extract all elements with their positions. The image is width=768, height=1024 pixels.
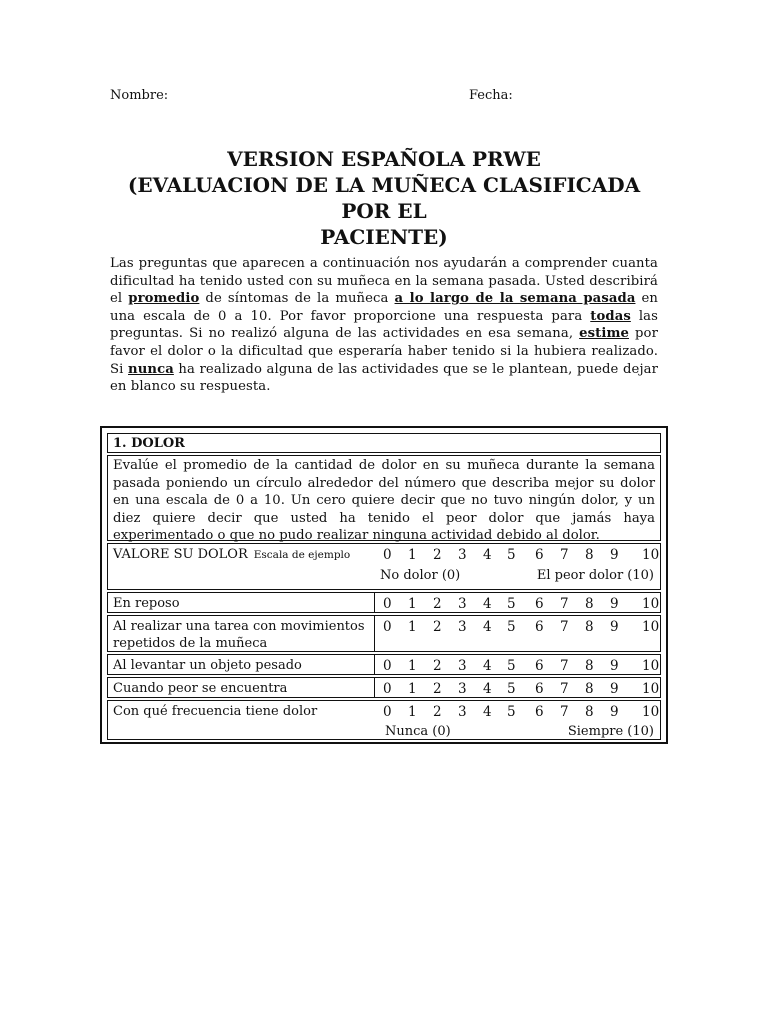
section-heading: 1. DOLOR <box>107 433 661 453</box>
rating-scale[interactable] <box>380 658 662 676</box>
scale-number[interactable]: 8 <box>585 619 594 635</box>
title-line-1: VERSION ESPAÑOLA PRWE <box>227 147 541 171</box>
intro-text-6: ha realizado alguna de las actividades que se le plantean, puede dejar en blanco su respuesta. <box>110 361 659 395</box>
scale-number[interactable]: 3 <box>458 619 467 635</box>
intro-text-2: de síntomas de la muñeca <box>199 291 395 307</box>
scale-number[interactable]: 7 <box>560 658 569 674</box>
scale-number[interactable]: 6 <box>535 619 544 635</box>
frequency-low-anchor: Nunca (0) <box>385 724 451 739</box>
example-scale <box>380 547 662 565</box>
scale-number[interactable]: 6 <box>535 596 544 612</box>
fecha-label: Fecha: <box>469 88 513 103</box>
title-line-3: PACIENTE) <box>320 225 448 249</box>
row-divider <box>374 678 375 697</box>
intro-text-5: por favor el dolor o la dificultad que esperaría haber tenido si la hubiera realizado. Si <box>110 326 658 377</box>
scale-number[interactable]: 4 <box>483 619 492 635</box>
example-high-anchor: El peor dolor (10) <box>536 568 654 583</box>
scale-number[interactable]: 7 <box>560 619 569 635</box>
scale-number[interactable]: 5 <box>507 704 516 720</box>
nombre-label: Nombre: <box>110 88 169 103</box>
scale-number[interactable]: 8 <box>585 596 594 612</box>
scale-number[interactable]: 3 <box>458 658 467 674</box>
scale-number[interactable]: 4 <box>483 658 492 674</box>
scale-number[interactable]: 10 <box>642 658 660 674</box>
item-row-levantar-objeto <box>107 654 661 675</box>
item-label: Con qué frecuencia tiene dolor <box>113 704 318 719</box>
scale-number[interactable]: 6 <box>535 658 544 674</box>
row-divider <box>374 655 375 674</box>
rating-scale[interactable] <box>380 596 662 614</box>
scale-number[interactable]: 2 <box>433 658 442 674</box>
scale-number[interactable]: 10 <box>642 596 660 612</box>
scale-number: 6 <box>535 547 544 563</box>
item-row-tarea-repetida <box>107 615 661 652</box>
scale-number[interactable]: 2 <box>433 704 442 720</box>
scale-number[interactable]: 0 <box>383 681 392 697</box>
scale-number[interactable]: 1 <box>408 704 417 720</box>
rating-scale[interactable] <box>380 704 662 722</box>
scale-number[interactable]: 5 <box>507 596 516 612</box>
scale-number[interactable]: 1 <box>408 596 417 612</box>
item-label: Cuando peor se encuentra <box>113 681 288 696</box>
intro-emphasis-estime: estime <box>579 326 629 342</box>
scale-number[interactable]: 9 <box>610 619 619 635</box>
scale-number[interactable]: 0 <box>383 704 392 720</box>
scale-number[interactable]: 2 <box>433 619 442 635</box>
example-label <box>113 546 350 564</box>
item-row-frecuencia <box>107 700 661 740</box>
pain-form <box>100 426 668 744</box>
frequency-high-anchor: Siempre (10) <box>567 724 654 739</box>
scale-number[interactable]: 4 <box>483 596 492 612</box>
item-label: En reposo <box>113 596 180 611</box>
scale-number: 10 <box>642 547 660 563</box>
scale-number[interactable]: 4 <box>483 681 492 697</box>
example-sublabel: Escala de ejemplo <box>253 549 351 561</box>
scale-number: 9 <box>610 547 619 563</box>
example-label-text: VALORE SU DOLOR <box>113 547 248 562</box>
scale-number[interactable]: 8 <box>585 681 594 697</box>
scale-number[interactable]: 2 <box>433 681 442 697</box>
intro-text-4: las preguntas. Si no realizó alguna de las actividades en esa semana, <box>110 308 658 342</box>
item-row-peor <box>107 677 661 698</box>
scale-number[interactable]: 2 <box>433 596 442 612</box>
scale-number[interactable]: 6 <box>535 704 544 720</box>
section-instructions: Evalúe el promedio de la cantidad de dolor en su muñeca durante la semana pasada poniendo un círculo alrededor del número que describa mejor su dolor en una escala de 0 a 10. Un cero quiere decir que no tuvo ningún dolor, y un diez quiere decir que usted ha tenido el peor dolor que jamás haya experimentado o que no pudo realizar ninguna actividad debido al dolor. <box>107 455 661 541</box>
intro-emphasis-nunca: nunca <box>128 361 174 377</box>
scale-number[interactable]: 4 <box>483 704 492 720</box>
scale-number[interactable]: 5 <box>507 658 516 674</box>
scale-number[interactable]: 9 <box>610 596 619 612</box>
title-line-2: (EVALUACION DE LA MUÑECA CLASIFICADA POR EL <box>127 173 641 223</box>
example-low-anchor: No dolor (0) <box>380 568 461 583</box>
scale-number: 2 <box>433 547 442 563</box>
intro-text-3: en una escala de 0 a 10. Por favor proporcione una respuesta para <box>110 291 658 324</box>
scale-number[interactable]: 8 <box>585 704 594 720</box>
scale-number[interactable]: 5 <box>507 619 516 635</box>
scale-number[interactable]: 6 <box>535 681 544 697</box>
scale-number: 7 <box>560 547 569 563</box>
scale-number[interactable]: 0 <box>383 619 392 635</box>
scale-number[interactable]: 0 <box>383 596 392 612</box>
scale-number: 1 <box>408 547 417 563</box>
example-scale-row <box>107 543 661 590</box>
item-label: Al realizar una tarea con movimientos repetidos de la muñeca <box>113 619 365 651</box>
intro-paragraph <box>110 255 658 396</box>
scale-number[interactable]: 9 <box>610 704 619 720</box>
scale-number[interactable]: 3 <box>458 704 467 720</box>
scale-number[interactable]: 3 <box>458 681 467 697</box>
row-divider <box>374 593 375 612</box>
scale-number[interactable]: 7 <box>560 681 569 697</box>
document-title <box>100 146 668 250</box>
scale-number: 3 <box>458 547 467 563</box>
scale-number[interactable]: 7 <box>560 704 569 720</box>
row-divider <box>374 616 375 651</box>
scale-number: 0 <box>383 547 392 563</box>
scale-number[interactable]: 9 <box>610 681 619 697</box>
scale-number[interactable]: 10 <box>642 619 660 635</box>
scale-number[interactable]: 8 <box>585 658 594 674</box>
scale-number: 4 <box>483 547 492 563</box>
scale-number[interactable]: 3 <box>458 596 467 612</box>
item-label: Al levantar un objeto pesado <box>113 658 302 673</box>
scale-number[interactable]: 1 <box>408 681 417 697</box>
rating-scale[interactable] <box>380 619 662 637</box>
scale-number[interactable]: 9 <box>610 658 619 674</box>
scale-number[interactable]: 0 <box>383 658 392 674</box>
intro-text-1: Las preguntas que aparecen a continuación nos ayudarán a comprender cuanta dificultad ha tenido usted con su muñeca en la semana pasada. Usted describirá el <box>110 256 658 307</box>
scale-number: 5 <box>507 547 516 563</box>
item-row-en-reposo <box>107 592 661 613</box>
scale-number[interactable]: 10 <box>642 681 660 697</box>
scale-number[interactable]: 1 <box>408 619 417 635</box>
intro-emphasis-todas: todas <box>590 308 631 324</box>
scale-number: 8 <box>585 547 594 563</box>
rating-scale[interactable] <box>380 681 662 699</box>
intro-emphasis-promedio: promedio <box>128 291 200 307</box>
intro-emphasis-semana: a lo largo de la semana pasada <box>394 291 636 307</box>
scale-number[interactable]: 7 <box>560 596 569 612</box>
scale-number[interactable]: 1 <box>408 658 417 674</box>
scale-number[interactable]: 5 <box>507 681 516 697</box>
scale-number[interactable]: 10 <box>642 704 660 720</box>
